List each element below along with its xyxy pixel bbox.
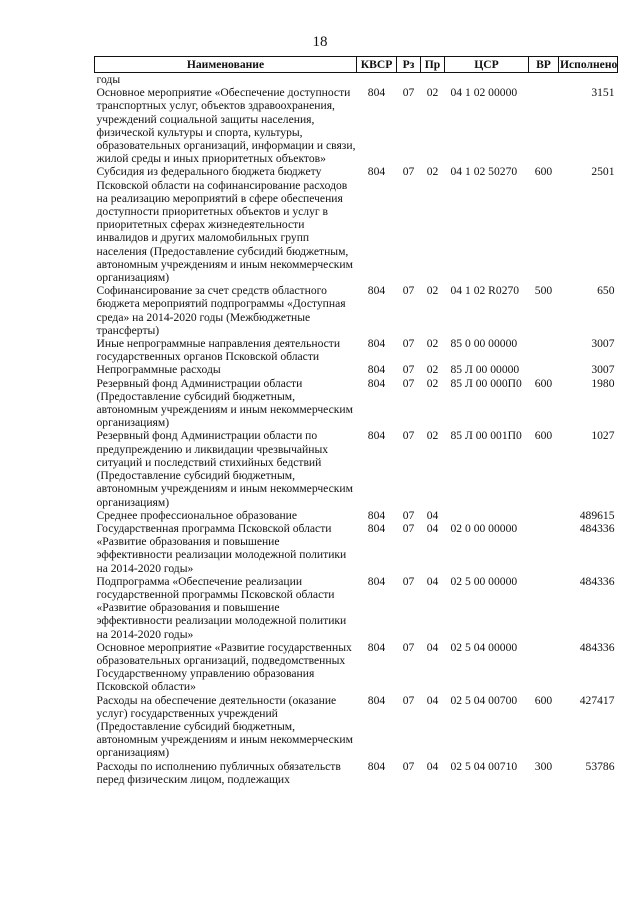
row-csr (445, 509, 529, 522)
row-pr: 04 (426, 521, 439, 535)
table-row (95, 363, 618, 376)
row-csr: 02 0 00 00000 (450, 521, 518, 535)
row-rz: 07 (402, 165, 415, 179)
row-vr: 600 (534, 165, 553, 179)
table-row (95, 284, 618, 337)
row-vr (529, 86, 559, 165)
row-rz: 07 (402, 574, 415, 588)
row-name: Непрограммные расходы (96, 363, 221, 377)
row-rz: 07 (402, 640, 415, 654)
row-value: 53786 (585, 759, 615, 773)
row-name: годы (96, 73, 121, 86)
row-kvsr: 804 (367, 376, 386, 390)
row-csr: 02 5 00 00000 (450, 574, 518, 588)
row-pr: 04 (426, 693, 439, 707)
row-pr: 04 (426, 640, 439, 654)
row-value (559, 73, 618, 87)
table-row (95, 522, 618, 575)
row-kvsr: 804 (367, 429, 386, 443)
row-pr: 02 (426, 429, 439, 443)
column-header-vr: ВР (529, 57, 559, 73)
row-pr: 02 (426, 165, 439, 179)
row-pr: 04 (426, 508, 439, 522)
row-name: Основное мероприятие «Развитие государственных образовательных организаций, подведомственных Государственному управлению образования Псковской области» (96, 640, 352, 694)
row-value: 650 (597, 284, 615, 298)
table-row (95, 377, 618, 430)
column-header-kvsr: КВСР (357, 57, 397, 73)
row-vr (529, 73, 559, 87)
row-rz: 07 (402, 86, 415, 100)
table-row (95, 165, 618, 284)
row-vr (529, 575, 559, 641)
table-row (95, 575, 618, 641)
row-vr: 600 (534, 429, 553, 443)
table-row (95, 429, 618, 508)
row-rz: 07 (402, 363, 415, 377)
column-header-value: Исполнено (560, 57, 618, 71)
row-kvsr: 804 (367, 574, 386, 588)
budget-table (94, 56, 618, 786)
row-value: 1027 (591, 429, 615, 443)
row-name: Подпрограмма «Обеспечение реализации государственной программы Псковской области «Развитие образования и повышение эффективности реализации молодежной политики на 2014-2020 годы» (96, 574, 347, 641)
row-name: Основное мероприятие «Обеспечение доступности транспортных услуг, объектов здравоохранения, учреждений социальной защиты населения, физической культуры и спорта, культуры, образовательных организаций, информации и связи, жилой среды и иных приоритетных объектов» (96, 86, 356, 166)
table-row (95, 337, 618, 363)
row-pr: 02 (426, 284, 439, 298)
row-value: 484336 (579, 640, 615, 654)
row-value: 1980 (591, 376, 615, 390)
column-header-pr: Пр (421, 57, 445, 73)
row-csr: 02 5 04 00000 (450, 640, 518, 654)
table-header (95, 57, 618, 73)
row-csr: 04 1 02 50270 (450, 165, 518, 179)
column-header-name: Наименование (95, 57, 357, 73)
row-value: 2501 (591, 165, 615, 179)
row-name: Резервный фонд Администрации области (Предоставление субсидий бюджетным, автономным учреждениям и иным некоммерческим организациям) (96, 376, 353, 430)
row-kvsr: 804 (367, 284, 386, 298)
row-name: Субсидия из федерального бюджета бюджету Псковской области на софинансирование расходов на реализацию мероприятий в сфере обеспечения доступности приоритетных объектов и услуг в приоритетных сферах жизнедеятельности инвалидов и других маломобильных групп населения (Предоставление субсидий бюджетным, автономным учреждениям и иным некоммерческим организациям) (96, 165, 353, 285)
row-rz: 07 (402, 337, 415, 351)
row-rz (397, 73, 421, 87)
row-pr: 04 (426, 759, 439, 773)
row-csr: 85 Л 00 00000 (450, 363, 520, 377)
row-csr: 02 5 04 00710 (450, 759, 518, 773)
table-row (95, 694, 618, 760)
row-value: 489615 (579, 508, 615, 522)
row-name: Расходы на обеспечение деятельности (оказание услуг) государственных учреждений (Предоставление субсидий бюджетным, автономным учреждениям и иным некоммерческим организациям) (96, 693, 353, 760)
row-pr: 02 (426, 337, 439, 351)
row-vr (529, 509, 559, 522)
row-name: Иные непрограммные направления деятельности государственных органов Псковской области (96, 337, 341, 364)
row-kvsr: 804 (367, 508, 386, 522)
row-name: Резервный фонд Администрации области по предупреждению и ликвидации чрезвычайных ситуаций и последствий стихийных бедствий (Предоставление субсидий бюджетным, автономным учреждениям и иным некоммерческим организациям) (96, 429, 353, 509)
row-csr: 85 0 00 00000 (450, 337, 518, 351)
row-kvsr: 804 (367, 521, 386, 535)
row-value: 3151 (591, 86, 615, 100)
column-header-csr: ЦСР (445, 57, 529, 73)
row-vr (529, 641, 559, 694)
row-value: 484336 (579, 574, 615, 588)
row-value: 484336 (579, 521, 615, 535)
row-kvsr: 804 (367, 759, 386, 773)
row-pr: 02 (426, 363, 439, 377)
row-pr: 02 (426, 376, 439, 390)
row-name: Софинансирование за счет средств областного бюджета мероприятий подпрограммы «Доступная среда» на 2014-2020 годы (Межбюджетные трансферты) (96, 284, 346, 337)
row-rz: 07 (402, 759, 415, 773)
row-kvsr (357, 73, 397, 87)
row-vr (529, 337, 559, 363)
row-pr: 02 (426, 86, 439, 100)
row-vr: 500 (534, 284, 553, 298)
table-row (95, 760, 618, 786)
row-kvsr: 804 (367, 165, 386, 179)
row-kvsr: 804 (367, 86, 386, 100)
row-vr (529, 363, 559, 376)
row-csr: 85 Л 00 001П0 (450, 429, 522, 443)
row-rz: 07 (402, 693, 415, 707)
page-number: 18 (312, 34, 328, 50)
row-kvsr: 804 (367, 693, 386, 707)
row-name: Государственная программа Псковской области «Развитие образования и повышение эффективности реализации молодежной политики на 2014-2020 годы» (96, 521, 347, 575)
table-row (95, 86, 618, 165)
row-vr: 300 (534, 759, 553, 773)
row-kvsr: 804 (367, 337, 386, 351)
row-pr: 04 (426, 574, 439, 588)
row-name: Расходы по исполнению публичных обязательств перед физическим лицом, подлежащих (96, 759, 341, 786)
row-value: 3007 (591, 337, 615, 351)
row-csr: 02 5 04 00700 (450, 693, 518, 707)
column-header-rz: Рз (397, 57, 421, 73)
table-row (95, 73, 618, 87)
row-rz: 07 (402, 508, 415, 522)
row-rz: 07 (402, 521, 415, 535)
row-rz: 07 (402, 429, 415, 443)
row-csr (445, 73, 529, 87)
row-vr: 600 (534, 693, 553, 707)
row-rz: 07 (402, 284, 415, 298)
row-csr: 04 1 02 R0270 (450, 284, 520, 298)
row-value: 3007 (591, 363, 615, 377)
row-rz: 07 (402, 376, 415, 390)
row-value: 427417 (579, 693, 615, 707)
row-vr: 600 (534, 376, 553, 390)
row-csr: 85 Л 00 000П0 (450, 376, 522, 390)
row-kvsr: 804 (367, 363, 386, 377)
table-row (95, 641, 618, 694)
table-row (95, 509, 618, 522)
row-vr (529, 522, 559, 575)
row-name: Среднее профессиональное образование (96, 508, 298, 522)
row-pr (421, 73, 445, 87)
row-csr: 04 1 02 00000 (450, 86, 518, 100)
table-body (95, 73, 618, 786)
row-kvsr: 804 (367, 640, 386, 654)
